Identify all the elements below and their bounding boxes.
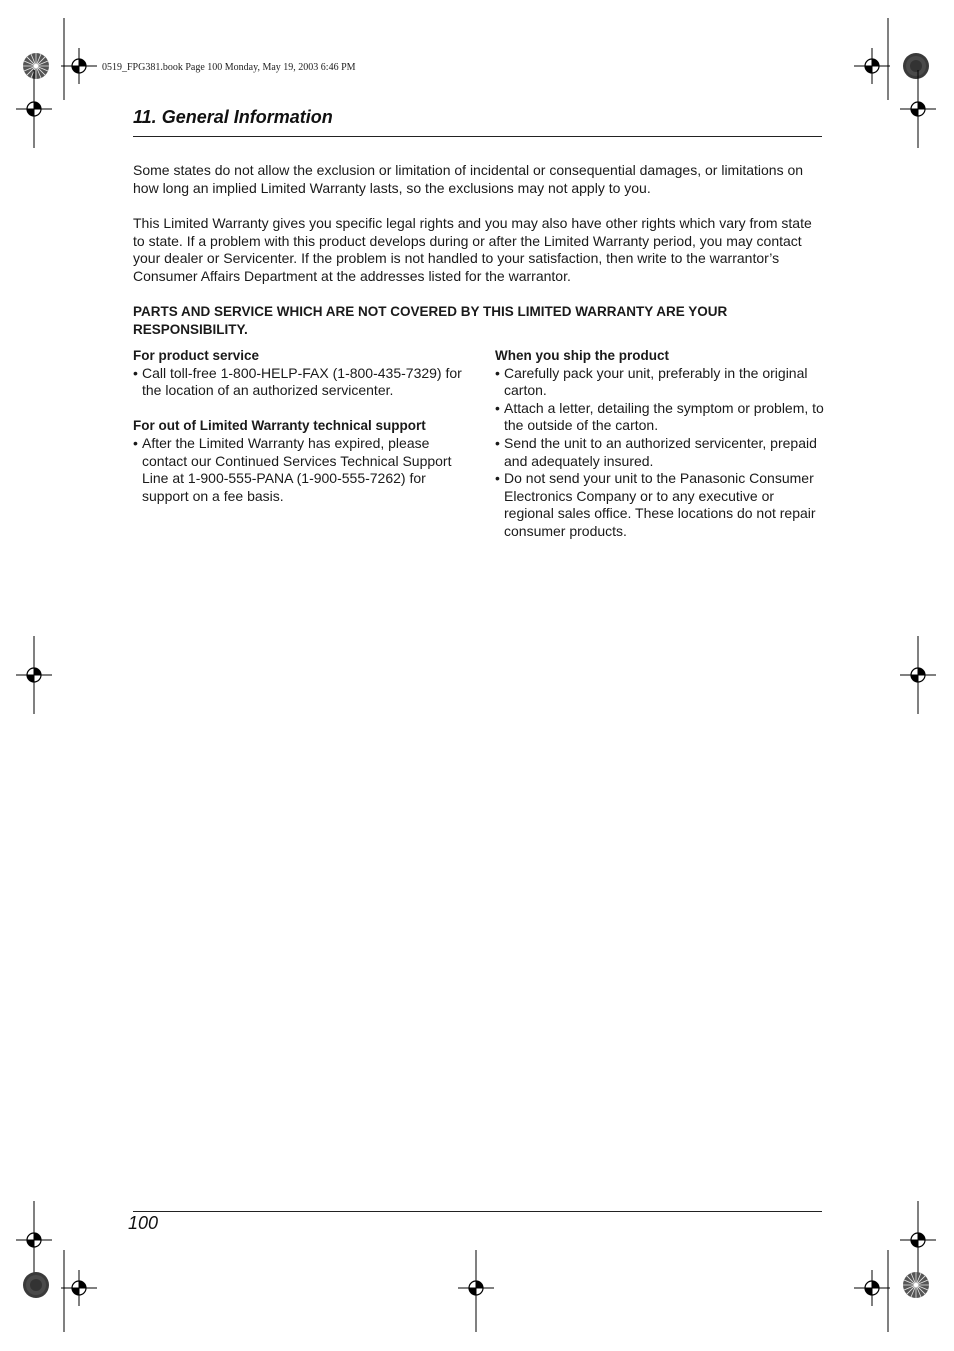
product-service-list — [133, 365, 463, 400]
list-item: • Attach a letter, detailing the symptom or problem, to the outside of the carton. — [495, 400, 825, 435]
page-number: 100 — [128, 1213, 159, 1233]
right-column — [495, 347, 825, 541]
product-service-heading: For product service — [133, 348, 260, 363]
list-item: • Call toll-free 1-800-HELP-FAX (1-800-435-7329) for the location of an authorized servicenter. — [133, 365, 463, 400]
section-title: 11. General Information — [133, 107, 333, 127]
print-job-info: 0519_FPG381.book Page 100 Monday, May 19, 2003 6:46 PM — [102, 62, 356, 73]
list-item: • Send the unit to an authorized servicenter, prepaid and adequately insured. — [495, 435, 825, 470]
shipping-list — [495, 365, 825, 541]
list-item: • Carefully pack your unit, preferably in the original carton. — [495, 365, 825, 400]
left-column — [133, 347, 463, 505]
header-rule — [133, 136, 822, 137]
tech-support-heading: For out of Limited Warranty technical support — [133, 418, 426, 434]
list-item: • After the Limited Warranty has expired, please contact our Continued Services Technical Support Line at 1-900-555-PANA (1-900-555-7262) for support on a fee basis. — [133, 435, 463, 505]
list-item: • Do not send your unit to the Panasonic Consumer Electronics Company or to any executive or regional sales office. These locations do not repair consumer products. — [495, 470, 825, 540]
shipping-heading: When you ship the product — [495, 348, 669, 363]
paragraph-legal-rights: This Limited Warranty gives you specific legal rights and you may also have other rights which vary from state to state. If a problem with this product develops during or after the Limited Warranty period, you may contact your dealer or Servicenter. If the problem is not handled to your satisfaction, then write to the warrantor’s Consumer Affairs Department at the addresses listed for the warrantor. — [133, 215, 812, 284]
tech-support-list — [133, 435, 463, 505]
footer-rule — [133, 1211, 822, 1212]
paragraph-responsibility-notice: PARTS AND SERVICE WHICH ARE NOT COVERED BY THIS LIMITED WARRANTY ARE YOUR RESPONSIBILITY. — [133, 304, 728, 337]
paragraph-exclusions: Some states do not allow the exclusion or limitation of incidental or consequential damages, or limitations on how long an implied Limited Warranty lasts, so the exclusions may not apply to you. — [133, 162, 804, 196]
